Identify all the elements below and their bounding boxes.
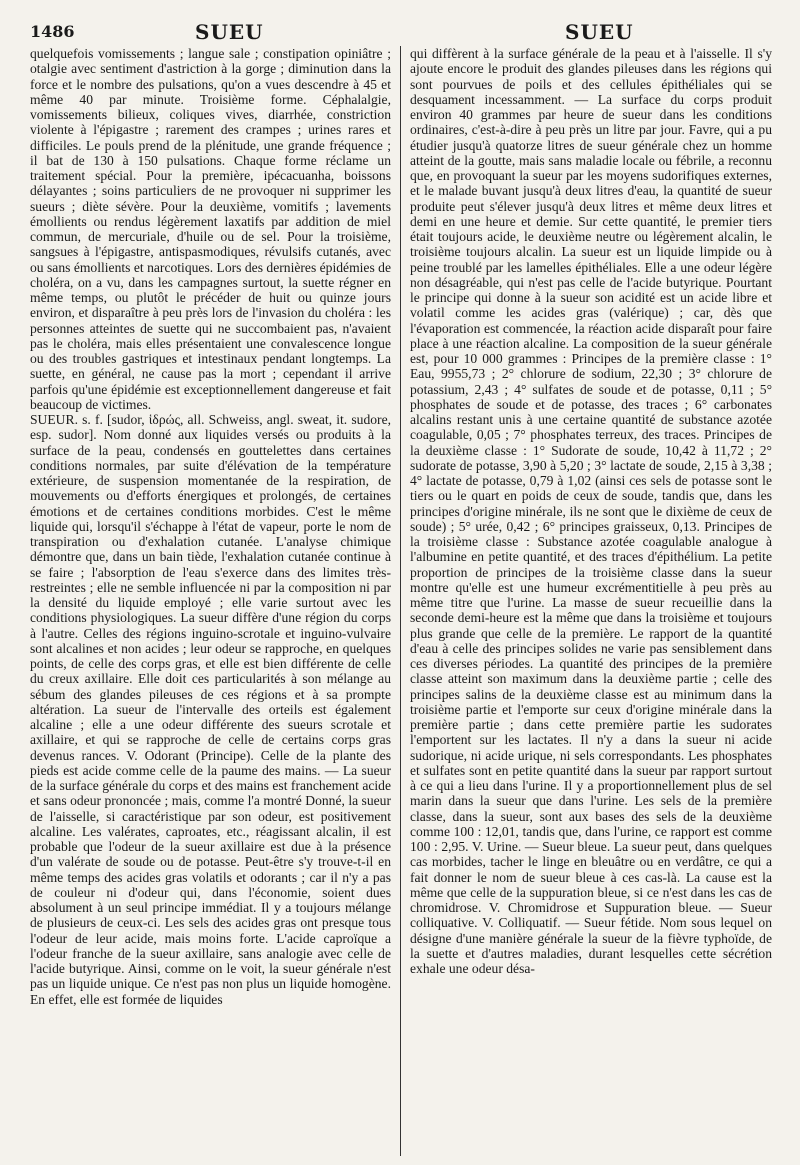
page-number: 1486	[30, 22, 75, 41]
column-divider	[400, 46, 401, 1156]
text-column-right: qui diffèrent à la surface générale de la peau et à l'aisselle. Il s'y ajoute encore le produit des glandes pileuses dans les régions qui sont pourvues de poils et des cellules épithéliales qui se desquament incessamment. — La surface du corps produit environ 40 grammes par heure de sueur dans les conditions ordinaires, c'est-à-dire à peu près un litre par jour. Favre, qui a pu étudier jusqu'à quatorze litres de sueur générale chez un homme atteint de la goutte, mais sans maladie locale ou fébrile, a reconnu que, en provoquant la sueur par les moyens sudorifiques externes, et le malade buvant jusqu'à deux litres d'eau, la quantité de sueur produite peut s'élever jusqu'à deux litres et même deux litres et demi en une heure et demie. Sur cette quantité, le premier tiers était toujours acide, le deuxième neutre ou légèrement alcalin, le troisième toujours alcalin. La sueur est un liquide limpide ou à peine troublé par les lamelles épithéliales. Elle a une odeur légère non désagréable, qui n'est pas celle de l'acide butyrique. Pourtant le principe qui donne à la sueur son acidité est un acide libre et volatil comme les acides gras (valérique) ; car, dès que l'évaporation est commencée, la réaction acide disparaît pour faire place à une réaction alcaline. La composition de la sueur générale est, pour 10 000 grammes : Principes de la première classe : 1° Eau, 9955,73 ; 2° chlorure de sodium, 22,30 ; 3° chlorure de potassium, 2,43 ; 4° sulfates de soude et de potasse, 0,11 ; 5° phosphates de soude et de potasse, des traces ; 6° carbonates alcalins restant unis à une certaine quantité de substance azotée coagulable, 0,05 ; 7° phosphates terreux, des traces. Principes de la deuxième classe : 1° Sudorate de soude, 10,42 à 11,72 ; 2° sudorate de potasse, 3,90 à 5,20 ; 3° lactate de soude, 2,15 à 3,38 ; 4° lactate de potasse, 0,79 à 1,02 (ainsi ces sels de potasse sont le tiers ou le quart en poids de ceux de soude, tandis que, dans les principes d'origine minérale, ils ne sont que le dixième de ceux de soude) ; 5° urée, 0,42 ; 6° principes graisseux, 0,13. Principes de la troisième classe : Substance azotée coagulable analogue à l'albumine en petite quantité, et des traces d'épithélium. La petite proportion de principes de la troisième classe dans la sueur montre qu'elle est une humeur excrémentitielle à peu près au même titre que l'urine. La masse de sueur recueillie dans la seconde demi-heure est la même que dans la troisième et toujours plus grande que celle de la première. Le rapport de la quantité d'eau à celle des principes solides ne varie pas sensiblement dans ces diverses périodes. La quantité des principes de la première classe atteint son maximum dans la deuxième partie ; celle des principes salins de la deuxième classe est au minimum dans la troisième partie et l'emporte sur ceux d'origine minérale dans la première partie ; dans cette première partie les sudorates l'emportent sur les lactates. Il n'y a dans la sueur ni acide sudorique, ni acide urique, ni sels correspondants. Les phosphates et sulfates sont en petite quantité dans la sueur par rapport surtout à ce qui a lieu dans l'urine. Il y a proportionnellement plus de sel marin dans la sueur que dans l'urine. Les sels de la première classe, dans la sueur, sont aux bases des sels de la deuxième comme 100 : 12,01, tandis que, dans l'urine, ce rapport est comme 100 : 2,95. V. Urine. — Sueur bleue. La sueur peut, dans quelques cas morbides, tacher le linge en bleuâtre ou en verdâtre, ce qui a fait donner le nom de sueur bleue à ces cas-là. La cause est la même que celle de la suppuration bleue, si ce n'est dans les cas de chromidrose. V. Chromidrose et Suppuration bleue. — Sueur colliquative. V. Colliquatif. — Sueur fétide. Nom sous lequel on désigne d'une manière générale la sueur de la fièvre typhoïde, de la suette et d'autres maladies, durant lesquelles cette sécrétion exhale une odeur désa-	[410, 46, 772, 976]
running-head-left: SUEU	[195, 20, 264, 44]
text-column-left: quelquefois vomissements ; langue sale ; constipation opiniâtre ; otalgie avec sentiment d'astriction à la gorge ; diminution dans la force et le nombre des pulsations, qu'on a vues descendre à 45 et même 40 par minute. Troisième forme. Céphalalgie, vomissements bilieux, coliques vives, diarrhée, constriction violente à l'épigastre ; rarement des crampes ; urines rares et difficiles. Le pouls prend de la plénitude, une grande fréquence ; il bat de 130 à 150 pulsations. Chaque forme réclame un traitement spécial. Pour la première, ipécacuanha, boissons délayantes ; soins particuliers de ne provoquer ni supprimer les sueurs ; diète sévère. Pour la deuxième, vomitifs ; lavements émollients ou rendus légèrement laxatifs par addition de miel commun, de mercuriale, d'huile ou de sel. Pour la troisième, sangsues à l'épigastre, antispasmodiques, révulsifs cutanés, avec ou sans émollients et narcotiques. Lors des dernières épidémies de choléra, on a vu, dans les campagnes surtout, la suette régner en même temps, ou plutôt le précéder de huit ou quinze jours environ, et disparaître à peu près lors de l'invasion du choléra : les personnes atteintes de suette qui ne succombaient pas, n'avaient pas le choléra, mais elles présentaient une convalescence longue ou des troubles gastriques et intestinaux pendant longtemps. La suette, en général, ne cause pas la mort ; cependant il arrive parfois qu'une épidémie est exceptionnellement dangereuse et fait beaucoup de victimes. SUEUR. s. f. [sudor, ἱδρώς, all. Schweiss, angl. sweat, it. sudore, esp. sudor]. Nom donné aux liquides versés ou produits à la surface de la peau, condensés en gouttelettes dans certaines conditions normales, par suite d'élévation de la température extérieure, de suspension momentanée de la respiration, de mouvements ou d'efforts énergiques et prolongés, de certaines émotions et de certaines conditions morbides. C'est le même liquide qui, lorsqu'il s'échappe à l'état de vapeur, porte le nom de transpiration ou d'exhalation cutanée. L'analyse chimique démontre que, dans un bain tiède, l'exhalation cutanée continue à se faire ; l'absorption de l'eau s'exerce dans des limites très-restreintes ; elle ne semble influencée ni par la composition ni par la densité du liquide employé ; elle varie surtout avec les conditions physiologiques. La sueur diffère d'une région du corps à l'autre. Celles des régions inguino-scrotale et inguino-vulvaire sont alcalines et non acides ; leur odeur se rapproche, en quelques points, de celle des corps gras, et elle est bien différente de celle du creux axillaire. Elle doit ces particularités à son mélange au sébum des glandes pileuses de ces régions et à sa prompte altération. La sueur de l'intervalle des orteils est également alcaline ; elle a une odeur différente des sueurs scrotale et axillaire, et qui se rapproche de celle de certains corps gras devenus rances. V. Odorant (Principe). Celle de la plante des pieds est acide comme celle de la paume des mains. — La sueur de la surface générale du corps et des mains est franchement acide et sans odeur prononcée ; mais, comme l'a montré Donné, la sueur de l'aisselle, si caractéristique par son odeur, est positivement alcaline. Les valérates, caproates, etc., réagissant alcalin, il est probable que l'odeur de la sueur axillaire est due à la présence d'un valérate de soude ou de potasse. Peut-être s'y trouve-t-il en même temps des acides gras volatils et odorants ; car il n'y a pas de couleur ni d'odeur qui, dans l'économie, soient dues absolument à un seul principe immédiat. Il y a toujours mélange de plusieurs de ceux-ci. Les sels des acides gras ont presque tous l'odeur de leur acide, mais moins forte. L'acide caproïque a l'odeur franche de la sueur axillaire, sans analogie avec celle de l'acide butyrique. Ainsi, comme on le voit, la sueur générale n'est pas un liquide unique. Ce n'est pas non plus un liquide homogène. En effet, elle est formée de liquides	[30, 46, 391, 1007]
running-head-right: SUEU	[565, 20, 634, 44]
